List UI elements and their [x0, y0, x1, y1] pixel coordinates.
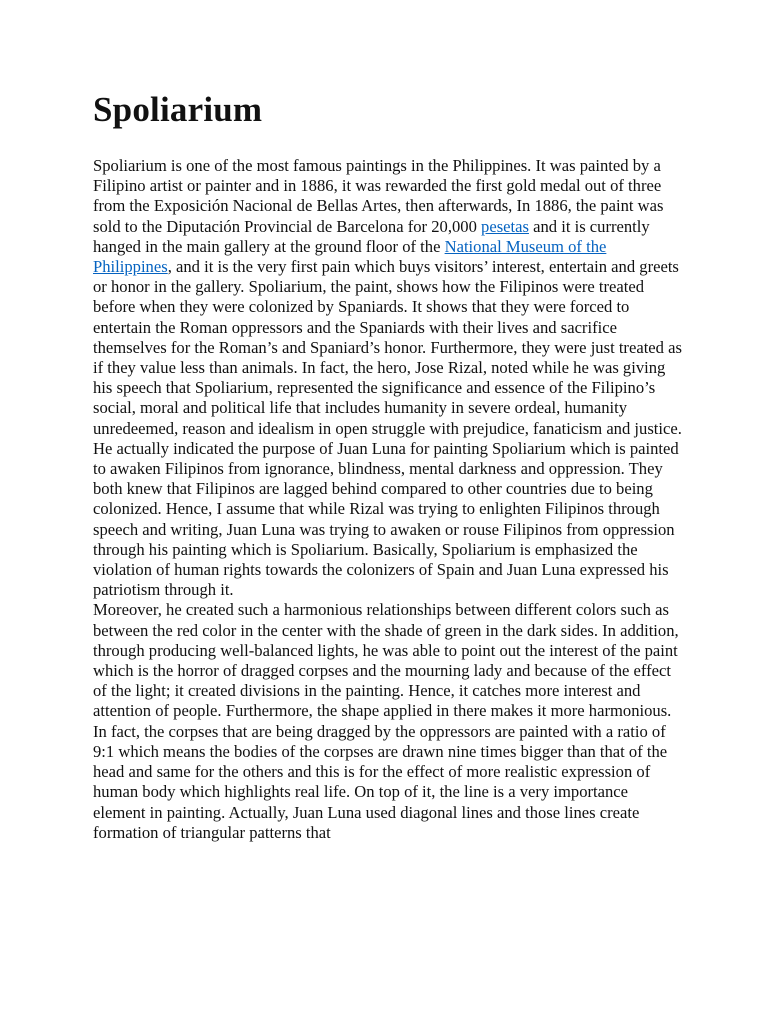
paragraph-1	[93, 156, 683, 600]
document-page	[93, 88, 683, 843]
paragraph-1-text-b: and it is currently hanged in the main gallery at the ground floor of the	[93, 216, 650, 256]
national-museum-link[interactable]: National Museum of the Philippines	[93, 236, 607, 277]
paragraph-2: Moreover, he created such a harmonious relationships between different colors such as between the red color in the center with the shade of green in the dark sides. In addition, through producing well-balanced lights, he was able to point out the interest of the paint which is the horror of dragged corpses and the mourning lady and because of the effect of the light; it created divisions in the painting. Hence, it catches more interest and attention of people. Furthermore, the shape applied in there makes it more harmonious. In fact, the corpses that are being dragged by the oppressors are painted with a ratio of 9:1 which means the bodies of the corpses are drawn nine times bigger than that of the head and same for the others and this is for the effect of more realistic expression of human body which highlights real life. On top of it, the line is a very importance element in painting. Actually, Juan Luna used diagonal lines and those lines create formation of triangular patterns that	[93, 600, 679, 842]
paragraph-1-text-a: Spoliarium is one of the most famous paintings in the Philippines. It was painted by a Filipino artist or painter and in 1886, it was rewarded the first gold medal out of three from the Exposición Nacional de Bellas Artes, then afterwards, In 1886, the paint was sold to the Diputación Provincial de Barcelona for 20,000	[93, 156, 664, 236]
pesetas-link[interactable]: pesetas	[481, 216, 529, 236]
paragraph-1-text-c: , and it is the very first pain which buys visitors’ interest, entertain and greets or honor in the gallery. Spoliarium, the paint, shows how the Filipinos were treated before when they were colonized by Spaniards. It shows that they were forced to entertain the Roman oppressors and the Spaniards with their lives and sacrifice themselves for the Roman’s and Spaniard’s honor. Furthermore, they were just treated as if they value less than animals. In fact, the hero, Jose Rizal, noted while he was giving his speech that Spoliarium, represented the significance and essence of the Filipino’s social, moral and political life that includes humanity in severe ordeal, humanity unredeemed, reason and idealism in open struggle with prejudice, fanaticism and justice. He actually indicated the purpose of Juan Luna for painting Spoliarium which is painted to awaken Filipinos from ignorance, blindness, mental darkness and oppression. They both knew that Filipinos are lagged behind compared to other countries due to being colonized. Hence, I assume that while Rizal was trying to enlighten Filipinos through speech and writing, Juan Luna was trying to awaken or rouse Filipinos from oppression through his painting which is Spoliarium. Basically, Spoliarium is emphasized the violation of human rights towards the colonizers of Spain and Juan Luna expressed his patriotism through it.	[93, 257, 682, 600]
document-title: Spoliarium	[93, 90, 263, 129]
